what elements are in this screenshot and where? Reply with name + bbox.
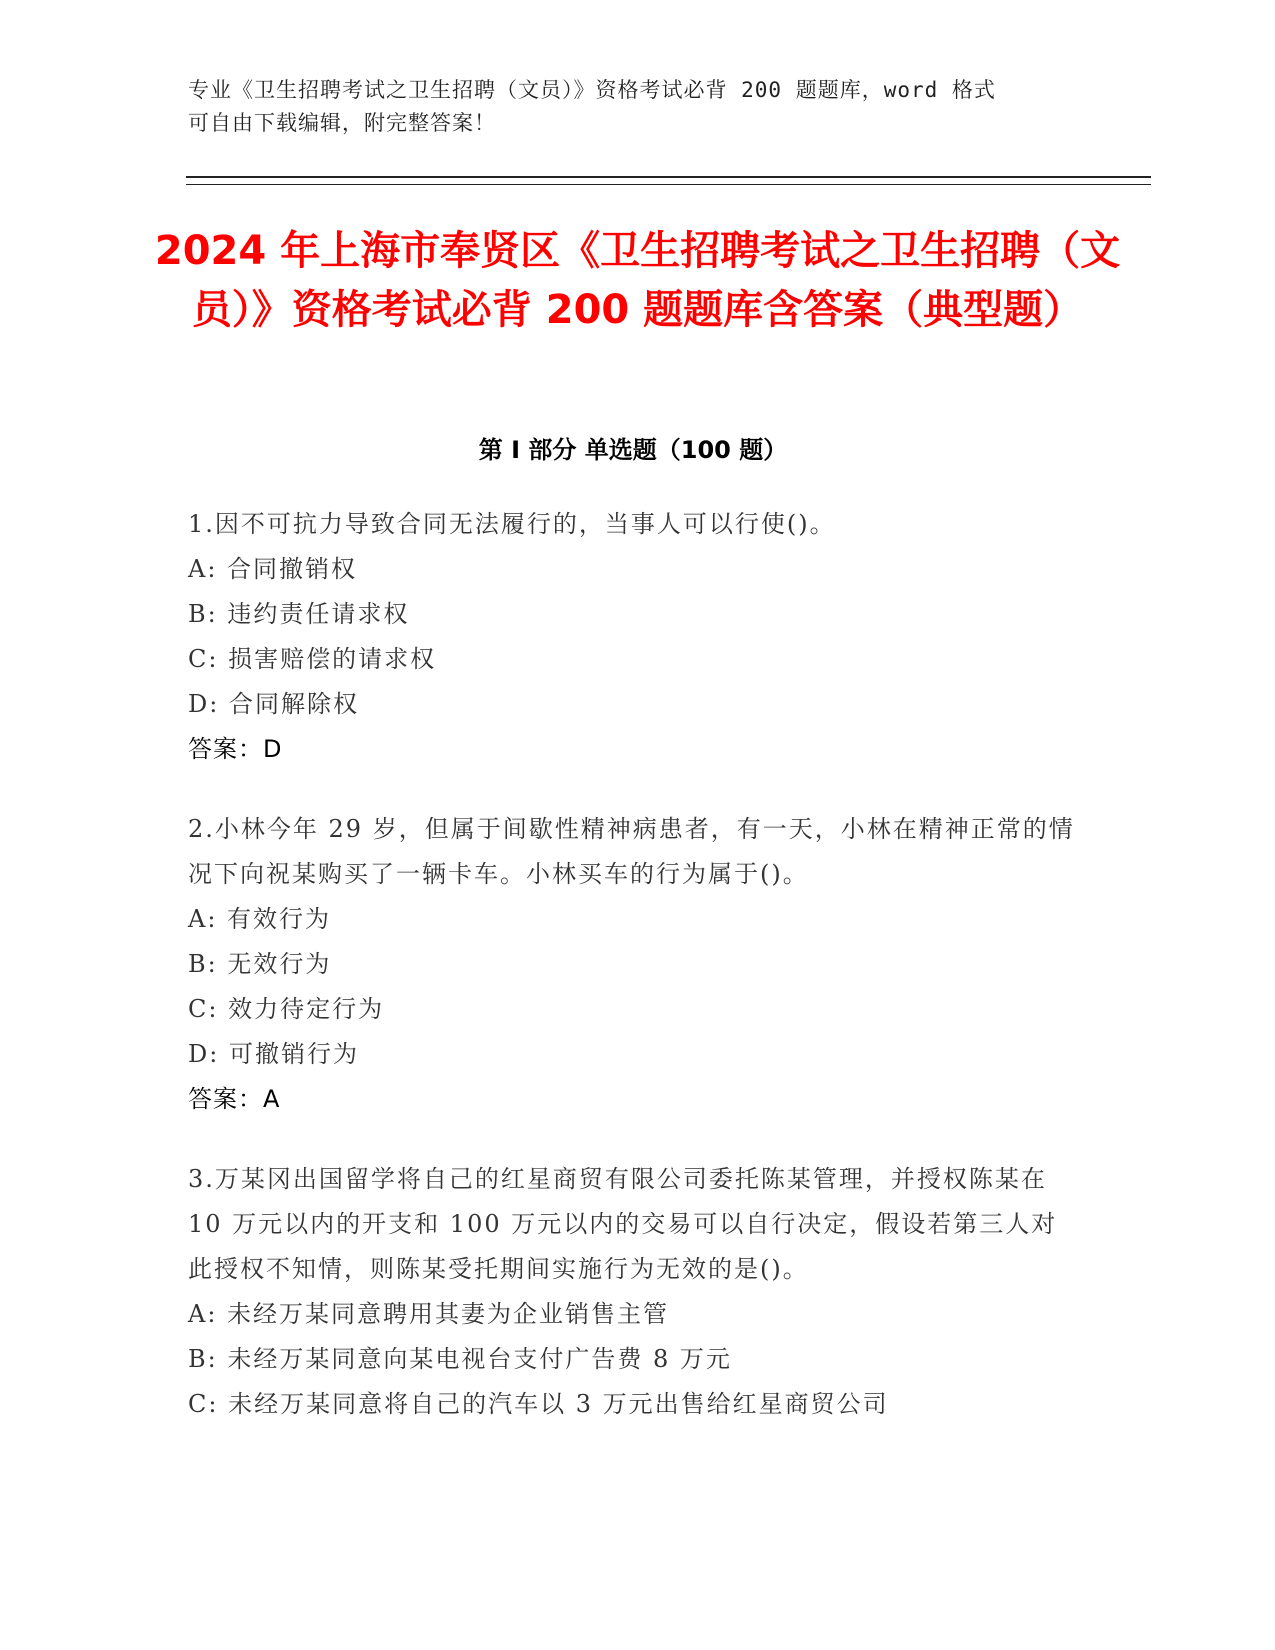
option-c: C: 损害赔偿的请求权	[188, 645, 437, 673]
answer-line	[188, 727, 1078, 772]
header-divider-thick	[186, 176, 1151, 178]
option-b: B: 无效行为	[188, 950, 332, 978]
document-title: 2024 年上海市奉贤区《卫生招聘考试之卫生招聘（文员）》资格考试必背 200 题题库含答案（典型题）	[154, 228, 1121, 333]
option-d: D: 可撤销行为	[188, 1040, 359, 1068]
option-a: A: 未经万某同意聘用其妻为企业销售主管	[188, 1300, 670, 1328]
section-heading: 第 I 部分 单选题（100 题）	[478, 436, 788, 464]
question-text: 3.万某冈出国留学将自己的红星商贸有限公司委托陈某管理，并授权陈某在 10 万元以内的开支和 100 万元以内的交易可以自行决定，假设若第三人对此授权不知情，则陈某受托期间实施行为无效的是()。	[188, 1165, 1058, 1283]
option-a: A: 合同撤销权	[188, 555, 358, 583]
option-b: B: 未经万某同意向某电视台支付广告费 8 万元	[188, 1345, 732, 1373]
question-text: 1.因不可抗力导致合同无法履行的，当事人可以行使()。	[188, 510, 836, 538]
answer-label: 答案：	[188, 735, 263, 763]
answer-label: 答案：	[188, 1085, 263, 1113]
answer-value: A	[263, 1085, 281, 1113]
answer-line	[188, 1077, 1078, 1122]
option-c: C: 未经万某同意将自己的汽车以 3 万元出售给红星商贸公司	[188, 1390, 889, 1418]
question-3	[188, 1157, 1078, 1427]
header-divider-thin	[186, 184, 1151, 185]
option-c: C: 效力待定行为	[188, 995, 385, 1023]
option-d: D: 合同解除权	[188, 690, 359, 718]
question-1	[188, 502, 1078, 772]
answer-value: D	[263, 735, 283, 763]
header-note: 专业《卫生招聘考试之卫生招聘（文员）》资格考试必背 200 题题库，word 格式 可自由下载编辑，附完整答案！	[188, 78, 996, 135]
question-text: 2.小林今年 29 岁，但属于间歇性精神病患者，有一天，小林在精神正常的情况下向祝某购买了一辆卡车。小林买车的行为属于()。	[188, 815, 1075, 888]
option-a: A: 有效行为	[188, 905, 332, 933]
option-b: B: 违约责任请求权	[188, 600, 410, 628]
question-2	[188, 807, 1078, 1122]
